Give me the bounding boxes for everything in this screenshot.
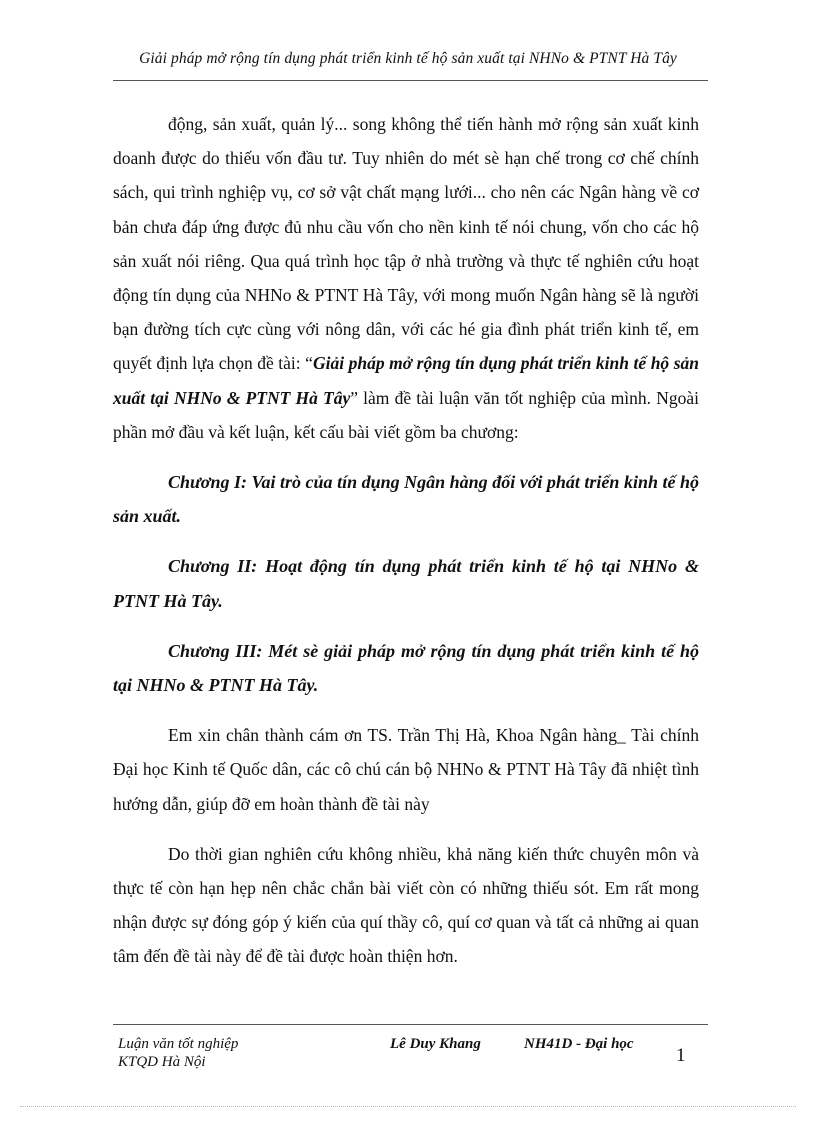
footer-divider (113, 1024, 708, 1025)
footer-author: Lê Duy Khang (390, 1036, 481, 1052)
intro-text: động, sản xuất, quản lý... song không thể tiến hành mở rộng sản xuất kinh doanh được do thiếu vốn đầu tư. Tuy nhiên do mét sè hạn chế trong cơ chế chính sách, qui trình nghiệp vụ, cơ sở vật chất mạng lưới... cho nên các Ngân hàng về cơ bản chưa đáp ứng được đủ nhu cầu vốn cho nền kinh tế nói chung, vốn cho các hộ sản xuất nói riêng. Qua quá trình học tập ở nhà trường và thực tế nghiên cứu hoạt động tín dụng của NHNo & PTNT Hà Tây, với mong muốn Ngân hàng sẽ là người bạn đường tích cực cùng với nông dân, với các hé gia đình phát triển kinh tế, em quyết định lựa chọn đề tài: “ (113, 114, 699, 374)
intro-text-end: ” làm đề tài luận văn tốt nghiệp của mình. Ngoài phần mở đầu và kết luận, kết cấu bài viết gồm ba chương: (113, 387, 699, 442)
chapter-3-heading: Chương III: Mét sè giải pháp mở rộng tín dụng phát triển kinh tế hộ tại NHNo & PTNT Hà Tây. (113, 640, 699, 696)
closing-paragraph: Do thời gian nghiên cứu không nhiều, khả năng kiến thức chuyên môn và thực tế còn hạn hẹp nên chắc chắn bài viết còn có những thiếu sót. Em rất mong nhận được sự đóng góp ý kiến của quí thầy cô, quí cơ quan và tất cả những ai quan tâm đến đề tài này để đề tài được hoàn thiện hơn. (113, 843, 699, 967)
chapter-2-heading: Chương II: Hoạt động tín dụng phát triển kinh tế hộ tại NHNo & PTNT Hà Tây. (113, 556, 699, 611)
footer-left (118, 1035, 238, 1071)
page-bottom-edge (20, 1106, 796, 1107)
page-number: 1 (676, 1045, 686, 1066)
footer-thesis-label: Luận văn tốt nghiệp (118, 1036, 239, 1052)
thesis-title: Giải pháp mở rộng tín dụng phát triển kinh tế hộ sản xuất tại NHNo & PTNT Hà Tây (113, 353, 699, 408)
chapter-1-heading: Chương I: Vai trò của tín dụng Ngân hàng đối với phát triển kinh tế hộ sản xuất. (113, 472, 699, 527)
page-header-title: Giải pháp mở rộng tín dụng phát triển kinh tế hộ sản xuất tại NHNo & PTNT Hà Tây (139, 50, 677, 67)
header-divider (113, 80, 708, 81)
footer-class: NH41D - Đại học (524, 1036, 634, 1052)
document-body (113, 107, 699, 974)
thanks-paragraph: Em xin chân thành cám ơn TS. Trần Thị Hà, Khoa Ngân hàng_ Tài chính Đại học Kinh tế Quốc dân, các cô chú cán bộ NHNo & PTNT Hà Tây đã nhiệt tình hướng dẫn, giúp đỡ em hoàn thành đề tài này (113, 725, 699, 814)
footer-university: KTQD Hà Nội (118, 1054, 206, 1070)
intro-paragraph (113, 107, 699, 449)
